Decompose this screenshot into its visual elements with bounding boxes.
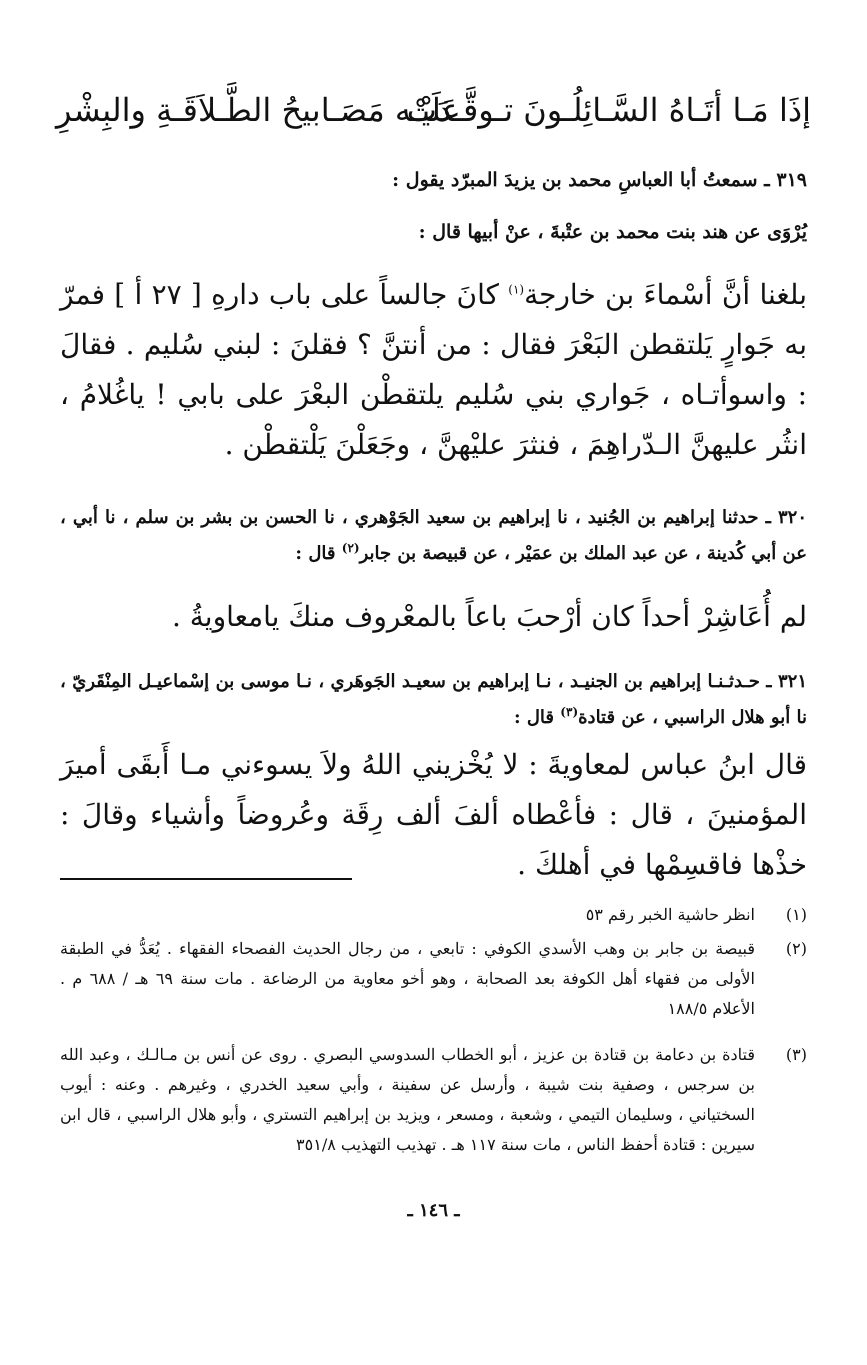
footnote-separator: [60, 878, 352, 880]
report-319-body: [60, 270, 807, 470]
report-320-body: لم أُعَاشِرْ أحداً كان أرْحبَ باعاً بالمعْروف منكَ يامعاويةُ .: [171, 600, 807, 633]
report-319-body-start: بلغنا أنَّ أسْماءَ بن خارجة: [524, 278, 807, 311]
verse-second-hemistich: عَلَيْـه مَصَـابيحُ الطَّـلاَقَـةِ والبِشْرِ: [56, 91, 461, 129]
report-320-isnad: [60, 500, 807, 572]
footnote-2: [60, 934, 807, 1024]
footnote-number: (٣): [785, 1045, 807, 1064]
footnote-text: انظر حاشية الخبر رقم ٥٣: [585, 905, 755, 924]
footnote-text: قتادة بن دعامة بن قتادة بن عزيز ، أبو الخطاب السدوسي البصري . روى عن أنس بن مـالـك ، وعبد الله بن سرجس ، وصفية بنت شيبة ، وأرسل عن سفينة ، وأبي سعيد الخدري ، وغيرهم . وعنه : أيوب السختياني ، وسليمان التيمي ، وشعبة ، ومسعر ، ويزيد بن إبراهيم التستري ، وأبو هلال الراسبي ، قال ابن سيرين : قتادة أحفظ الناس ، مات سنة ١١٧ هـ . تهذيب التهذيب ٣٥١/٨: [60, 1045, 755, 1154]
report-320-isnad-text: ٣٢٠ ـ حدثنا إبراهيم بن الجُنيد ، نا إبراهيم بن سعيد الجَوْهري ، نا الحسن بن بشر بن سلم ، نا أبي ، عن أبي كُدينة ، عن عبد الملك بن عمَيْر ، عن قبيصة بن جابر: [60, 507, 807, 564]
footnote-ref-1: (١): [508, 282, 525, 297]
footnote-number: (٢): [785, 939, 807, 958]
report-321-body: قال ابنُ عباس لمعاويةَ : لا يُخْزيني اللهُ ولاَ يسوءني مـا أَبقَى أميرَ المؤمنينَ ، قال : فأعْطاه ألفَ ألف رِقَة وعُروضاً وأشياء وقالَ : خذْها فاقسِمْها في أهلكَ .: [60, 748, 807, 881]
report-321-isnad-text: ٣٢١ ـ حـدثـنـا إبراهيم بن الجنيـد ، نـا إبراهيم بن سعيـد الجَوهَري ، نـا موسى بن إسْماعيـل المِنْقَريّ ، نا أبو هلال الراسبي ، عن قتادة: [60, 671, 807, 728]
verse-first-hemistich: إذَا مَـا أتَـاهُ السَّـائِلُـونَ تـوقَّـدَتْ: [406, 91, 811, 129]
footnote-text: قبيصة بن جابر بن وهب الأسدي الكوفي : تابعي ، من رجال الحديث الفصحاء الفقهاء . يُعَدُّ في الطبقة الأولى من فقهاء أهل الكوفة بعد الصحابة ، وهو أخو معاوية من الرضاعة . مات سنة ٦٩ هـ / ٦٨٨ م . الأعلام ١٨٨/٥: [60, 939, 755, 1018]
report-319-body-rest: كانَ جالساً على باب دارهِ [ ٢٧ أ ] فمرّ به جَوارٍ يَلتقطن البَعْرَ فقال : من أنتنَّ ؟ فقلنَ : لبني سُليم . فقالَ : واسوأتـاه ، جَواري بني سُليم يلتقطْن البعْرَ على بابي ! ياغُلامُ ، انثُر عليهنَّ الـدّراهِمَ ، فنثرَ عليْهنَّ ، وجَعَلْنَ يَلْتقطْن .: [60, 278, 807, 461]
footnote-ref-2: (٢): [341, 541, 360, 555]
poetry-verse: [56, 88, 811, 138]
footnote-ref-3: (٣): [560, 705, 579, 719]
report-319-isnad-line: يُرْوَى عن هند بنت محمد بن عتْبةَ ، عنْ أبيها قال :: [418, 221, 807, 243]
footnote-1: [60, 900, 807, 930]
page-number: ـ ١٤٦ ـ: [407, 1200, 460, 1221]
footnote-3: [60, 1040, 807, 1160]
report-319-narration-line: ٣١٩ ـ سمعتُ أبا العباسِ محمد بن يزيدَ المبرّد يقول :: [392, 169, 807, 191]
footnote-number: (١): [785, 905, 807, 924]
report-321-isnad-end: قال :: [513, 707, 561, 728]
report-320-isnad-end: قال :: [295, 543, 342, 564]
report-321-isnad: [60, 664, 807, 736]
